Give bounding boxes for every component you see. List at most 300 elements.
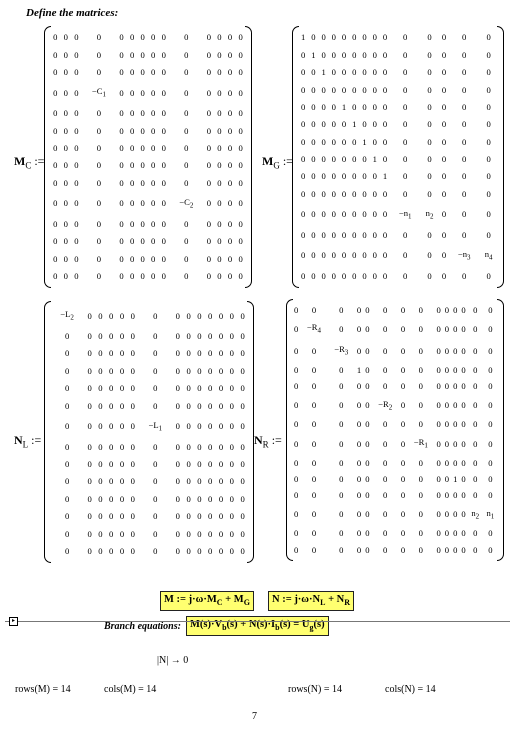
- matrix-cell: 0: [227, 108, 233, 119]
- matrix-cell: 0: [153, 511, 158, 522]
- matrix-cell: 0: [300, 229, 306, 240]
- matrix-cell: 0: [321, 229, 326, 240]
- matrix-cell: 0: [341, 49, 347, 60]
- matrix-cell: 0: [486, 101, 491, 112]
- matrix-cell: 1: [453, 473, 458, 484]
- matrix-cell: 0: [300, 250, 306, 261]
- matrix-cell: 0: [119, 67, 124, 78]
- section-heading: Define the matrices:: [26, 7, 119, 19]
- matrix-cell: 0: [63, 198, 68, 209]
- matrix-cell: 0: [140, 270, 145, 281]
- matrix-cell: 0: [64, 348, 70, 359]
- matrix-cell: $-R_1$: [413, 437, 428, 450]
- matrix-cell: 0: [184, 160, 189, 171]
- matrix-cell: 0: [98, 493, 103, 504]
- matrix-cell: 0: [186, 476, 191, 487]
- matrix-cell: 0: [119, 142, 124, 153]
- matrix-cell: 0: [311, 270, 316, 281]
- matrix-cell: 0: [206, 236, 212, 247]
- matrix-cell: 0: [436, 365, 441, 376]
- matrix-cell: $n_1$: [486, 507, 495, 521]
- matrix-cell: 0: [208, 331, 213, 342]
- matrix-cell: 0: [418, 509, 423, 520]
- matrix-cell: 0: [227, 67, 233, 78]
- matrix-cell: 1: [341, 101, 347, 112]
- matrix-cell: 0: [311, 188, 316, 199]
- matrix-cell: 0: [217, 125, 222, 136]
- matrix-cell: 0: [462, 67, 467, 78]
- matrix-cell: 0: [462, 171, 467, 182]
- cols-m-result: cols(M) = 14: [104, 684, 157, 695]
- matrix-cell: 0: [372, 188, 377, 199]
- branch-equation[interactable]: $M(s)\cdot V_b(s) + N(s)\cdot I_b(s) = U_g(s)$: [186, 616, 329, 636]
- matrix-cell: 0: [96, 108, 102, 119]
- matrix-cell: 0: [186, 310, 191, 321]
- matrix-cell: 0: [461, 365, 466, 376]
- matrix-cell: 0: [218, 441, 224, 452]
- matrix-row: [292, 542, 498, 558]
- matrix-cell: 0: [383, 528, 388, 539]
- matrix-cell: 0: [321, 171, 326, 182]
- matrix-cell: 0: [74, 160, 79, 171]
- matrix-cell: 0: [63, 67, 68, 78]
- matrix-cell: 0: [372, 270, 377, 281]
- matrix-cell: 0: [311, 136, 316, 147]
- matrix-cell: 0: [109, 348, 114, 359]
- matrix-cell: 0: [229, 528, 234, 539]
- matrix-cell: 0: [184, 253, 189, 264]
- matrix-cell: 0: [403, 188, 408, 199]
- matrix-cell: 0: [294, 457, 299, 468]
- matrix-cell: 0: [294, 400, 299, 411]
- matrix-cell: 0: [218, 400, 224, 411]
- matrix-cell: 1: [356, 365, 362, 376]
- matrix-cell: 0: [238, 32, 243, 43]
- matrix-cell: 0: [119, 400, 125, 411]
- matrix-cell: 0: [362, 171, 367, 182]
- matrix-cell: 0: [227, 253, 233, 264]
- matrix-cell: 0: [64, 476, 70, 487]
- matrix-cell: 0: [436, 438, 441, 449]
- matrix-cell: 0: [227, 87, 233, 98]
- matrix-cell: 0: [311, 381, 317, 392]
- matrix-cell: 1: [362, 136, 367, 147]
- matrix-row: [50, 304, 248, 328]
- matrix-cell: 0: [98, 331, 103, 342]
- matrix-cell: 0: [186, 383, 191, 394]
- matrix-cell: 0: [217, 253, 222, 264]
- matrix-cell: 0: [87, 400, 92, 411]
- matrix-cell: 0: [130, 459, 135, 470]
- matrix-cell: 0: [418, 544, 423, 555]
- matrix-cell: 0: [109, 476, 114, 487]
- matrix-cell: 0: [197, 331, 202, 342]
- branch-label: Branch equations:: [104, 621, 181, 632]
- matrix-cell: 0: [383, 381, 388, 392]
- matrix-cell: 0: [383, 509, 388, 520]
- matrix-cell: 0: [372, 84, 377, 95]
- matrix-cell: 0: [184, 177, 189, 188]
- matrix-cell: 0: [488, 528, 493, 539]
- matrix-cell: 0: [444, 528, 450, 539]
- matrix-cell: 0: [217, 236, 222, 247]
- matrix-cell: 1: [321, 67, 326, 78]
- matrix-cell: 0: [294, 473, 299, 484]
- matrix-cell: 0: [208, 493, 213, 504]
- matrix-cell: 0: [119, 493, 125, 504]
- matrix-cell: 0: [473, 381, 478, 392]
- matrix-cell: 0: [436, 528, 441, 539]
- matrix-cell: 0: [473, 544, 478, 555]
- n-definition[interactable]: N := $j\cdot\omega\cdot N_L + N_R$: [268, 591, 354, 611]
- matrix-cell: 0: [486, 32, 491, 43]
- matrix-cell: 0: [321, 270, 326, 281]
- matrix-cell: 0: [444, 490, 450, 501]
- matrix-cell: 0: [96, 49, 102, 60]
- matrix-cell: 0: [444, 304, 450, 315]
- matrix-cell: 0: [240, 383, 245, 394]
- matrix-row: [50, 29, 246, 46]
- matrix-cell: 0: [151, 108, 156, 119]
- matrix-cell: 0: [96, 218, 102, 229]
- matrix-cell: 0: [87, 310, 92, 321]
- matrix-cell: 0: [109, 331, 114, 342]
- matrix-cell: 0: [197, 511, 202, 522]
- matrix-cell: 0: [186, 365, 191, 376]
- matrix-row: [50, 174, 246, 191]
- matrix-cell: 0: [197, 348, 202, 359]
- matrix-cell: 0: [161, 49, 166, 60]
- matrix-cell: 0: [341, 270, 347, 281]
- matrix-row: [50, 215, 246, 232]
- matrix-cell: 0: [356, 490, 362, 501]
- matrix-cell: 0: [365, 419, 370, 430]
- matrix-row: [292, 340, 498, 362]
- matrix-cell: $-L_1$: [148, 419, 163, 433]
- matrix-cell: 0: [382, 32, 388, 43]
- matrix-cell: 0: [197, 441, 202, 452]
- matrix-row: [298, 81, 498, 98]
- matrix-cell: 0: [240, 421, 245, 432]
- matrix-cell: 0: [140, 49, 145, 60]
- matrix-cell: 0: [130, 383, 135, 394]
- region-marker-icon[interactable]: ▸: [9, 617, 18, 626]
- matrix-cell: 0: [444, 381, 450, 392]
- matrix-row: [298, 46, 498, 63]
- matrix-cell: 0: [400, 528, 406, 539]
- matrix-cell: 0: [119, 528, 125, 539]
- matrix-cell: 0: [229, 400, 234, 411]
- matrix-cell: 0: [462, 209, 467, 220]
- matrix-cell: 0: [473, 400, 478, 411]
- matrix-cell: 0: [218, 383, 224, 394]
- matrix-mc: [44, 26, 252, 288]
- matrix-row: [292, 487, 498, 503]
- matrix-cell: 0: [53, 270, 58, 281]
- matrix-row: [292, 471, 498, 487]
- matrix-cell: 0: [119, 236, 124, 247]
- matrix-row: [50, 438, 248, 455]
- matrix-cell: 0: [63, 218, 68, 229]
- matrix-cell: 0: [186, 331, 191, 342]
- matrix-cell: 0: [339, 438, 344, 449]
- matrix-cell: 0: [461, 473, 466, 484]
- matrix-cell: 0: [161, 177, 166, 188]
- matrix-cell: 0: [321, 101, 326, 112]
- matrix-cell: 0: [453, 400, 458, 411]
- matrix-row: [298, 99, 498, 116]
- matrix-cell: 0: [119, 198, 124, 209]
- matrix-row: [50, 157, 246, 174]
- matrix-cell: 0: [109, 310, 114, 321]
- matrix-cell: 0: [462, 32, 467, 43]
- matrix-nr: [286, 299, 504, 561]
- matrix-cell: 0: [229, 476, 234, 487]
- matrix-cell: 0: [365, 323, 370, 334]
- matrix-cell: 0: [383, 323, 388, 334]
- matrix-cell: 0: [238, 177, 243, 188]
- matrix-cell: 0: [63, 177, 68, 188]
- matrix-cell: 0: [175, 528, 180, 539]
- matrix-cell: 0: [473, 304, 478, 315]
- matrix-cell: 0: [129, 32, 135, 43]
- matrix-cell: 0: [444, 457, 450, 468]
- matrix-cell: 0: [53, 108, 58, 119]
- matrix-cell: 0: [186, 441, 191, 452]
- matrix-cell: 0: [441, 154, 447, 165]
- matrix-cell: 0: [151, 160, 156, 171]
- matrix-cell: 0: [208, 528, 213, 539]
- matrix-cell: 0: [453, 457, 458, 468]
- matrix-cell: 0: [462, 270, 467, 281]
- matrix-cell: 0: [356, 345, 362, 356]
- matrix-cell: 0: [151, 177, 156, 188]
- matrix-row: [50, 46, 246, 63]
- matrix-cell: 0: [311, 438, 317, 449]
- matrix-cell: 0: [98, 365, 103, 376]
- region-divider: [5, 621, 510, 622]
- matrix-cell: 0: [418, 345, 423, 356]
- matrix-cell: 0: [208, 545, 213, 556]
- matrix-cell: 1: [382, 171, 388, 182]
- matrix-cell: 0: [161, 67, 166, 78]
- matrix-cell: 0: [362, 101, 367, 112]
- matrix-cell: 0: [352, 136, 357, 147]
- rows-m-result: rows(M) = 14: [15, 684, 71, 695]
- matrix-cell: 0: [96, 177, 102, 188]
- matrix-cell: 0: [436, 323, 441, 334]
- matrix-cell: 0: [119, 545, 125, 556]
- matrix-cell: 0: [153, 365, 158, 376]
- matrix-cell: 0: [208, 476, 213, 487]
- matrix-cell: 0: [217, 108, 222, 119]
- matrix-cell: 0: [382, 136, 388, 147]
- matrix-cell: 0: [331, 154, 336, 165]
- matrix-cell: 0: [362, 67, 367, 78]
- matrix-cell: 0: [352, 49, 357, 60]
- matrix-cell: 0: [427, 136, 432, 147]
- matrix-cell: 0: [129, 236, 135, 247]
- matrix-cell: 0: [418, 365, 423, 376]
- matrix-cell: 0: [462, 84, 467, 95]
- matrix-cell: 0: [184, 270, 189, 281]
- matrix-cell: 0: [130, 441, 135, 452]
- matrix-cell: 0: [441, 270, 447, 281]
- matrix-cell: 0: [206, 87, 212, 98]
- matrix-cell: 0: [119, 421, 125, 432]
- matrix-cell: 0: [217, 32, 222, 43]
- matrix-cell: 0: [300, 270, 306, 281]
- matrix-cell: 0: [311, 528, 317, 539]
- matrix-cell: 0: [64, 528, 70, 539]
- matrix-cell: 0: [151, 87, 156, 98]
- matrix-cell: 0: [227, 142, 233, 153]
- matrix-cell: 0: [403, 171, 408, 182]
- matrix-cell: 0: [311, 473, 317, 484]
- matrix-cell: 0: [87, 459, 92, 470]
- matrix-cell: 0: [217, 218, 222, 229]
- matrix-cell: 0: [53, 87, 58, 98]
- matrix-cell: 0: [119, 87, 124, 98]
- matrix-cell: 0: [331, 171, 336, 182]
- matrix-cell: 0: [153, 310, 158, 321]
- matrix-cell: 0: [372, 49, 377, 60]
- matrix-cell: 0: [362, 270, 367, 281]
- matrix-row: [50, 328, 248, 345]
- matrix-cell: 0: [427, 250, 432, 261]
- matrix-cell: 0: [140, 108, 145, 119]
- matrix-cell: 0: [153, 348, 158, 359]
- matrix-cell: 0: [186, 528, 191, 539]
- matrix-cell: 0: [486, 229, 491, 240]
- matrix-cell: 0: [227, 236, 233, 247]
- matrix-cell: 0: [197, 421, 202, 432]
- matrix-cell: 0: [311, 345, 317, 356]
- matrix-cell: 0: [383, 457, 388, 468]
- matrix-row: [292, 302, 498, 318]
- matrix-cell: 0: [400, 365, 406, 376]
- matrix-cell: 0: [87, 511, 92, 522]
- matrix-cell: 0: [129, 253, 135, 264]
- matrix-cell: 0: [227, 198, 233, 209]
- matrix-cell: 0: [352, 270, 357, 281]
- matrix-cell: 0: [341, 250, 347, 261]
- matrix-cell: 0: [119, 125, 124, 136]
- matrix-cell: 0: [356, 473, 362, 484]
- matrix-cell: 0: [130, 331, 135, 342]
- matrix-cell: 0: [473, 457, 478, 468]
- matrix-cell: 0: [53, 253, 58, 264]
- matrix-cell: 0: [140, 142, 145, 153]
- matrix-cell: 0: [488, 365, 493, 376]
- matrix-cell: 0: [218, 459, 224, 470]
- matrix-cell: 0: [382, 270, 388, 281]
- matrix-cell: $n_4$: [484, 248, 493, 262]
- matrix-cell: 0: [436, 400, 441, 411]
- matrix-cell: 0: [151, 270, 156, 281]
- matrix-cell: 0: [341, 119, 347, 130]
- matrix-cell: 0: [227, 270, 233, 281]
- matrix-cell: 0: [74, 270, 79, 281]
- matrix-cell: 0: [321, 188, 326, 199]
- matrix-cell: 0: [53, 49, 58, 60]
- matrix-cell: 0: [229, 493, 234, 504]
- matrix-cell: 0: [208, 400, 213, 411]
- matrix-cell: 0: [341, 188, 347, 199]
- matrix-row: [298, 133, 498, 150]
- matrix-cell: 0: [208, 421, 213, 432]
- matrix-cell: 0: [175, 365, 180, 376]
- matrix-cell: 0: [365, 528, 370, 539]
- matrix-cell: 0: [130, 365, 135, 376]
- matrix-cell: 0: [153, 383, 158, 394]
- matrix-cell: 0: [206, 67, 212, 78]
- label-mg: $M_G$ :=: [262, 154, 293, 171]
- matrix-cell: 0: [240, 528, 245, 539]
- matrix-cell: 0: [238, 87, 243, 98]
- matrix-cell: 0: [436, 473, 441, 484]
- matrix-row: [50, 122, 246, 139]
- matrix-cell: 0: [206, 142, 212, 153]
- matrix-cell: 0: [98, 310, 103, 321]
- matrix-cell: 0: [208, 310, 213, 321]
- matrix-row: [298, 185, 498, 202]
- matrix-cell: 0: [356, 323, 362, 334]
- matrix-cell: 0: [240, 400, 245, 411]
- matrix-row: [292, 417, 498, 433]
- matrix-cell: 0: [365, 304, 370, 315]
- matrix-cell: 0: [208, 511, 213, 522]
- matrix-row: [50, 508, 248, 525]
- matrix-cell: 0: [217, 87, 222, 98]
- m-definition[interactable]: M := $j\cdot\omega\cdot M_C + M_G$: [160, 591, 254, 611]
- matrix-cell: 0: [372, 250, 377, 261]
- matrix-row: [292, 318, 498, 340]
- matrix-cell: 0: [238, 67, 243, 78]
- matrix-cell: 0: [444, 419, 450, 430]
- matrix-cell: 0: [462, 136, 467, 147]
- matrix-cell: 0: [197, 545, 202, 556]
- matrix-cell: 0: [331, 49, 336, 60]
- matrix-cell: 0: [488, 304, 493, 315]
- matrix-cell: 0: [153, 331, 158, 342]
- matrix-cell: 0: [129, 198, 135, 209]
- matrix-cell: 0: [129, 67, 135, 78]
- matrix-row: [292, 503, 498, 525]
- matrix-cell: 0: [63, 142, 68, 153]
- matrix-cell: 0: [140, 198, 145, 209]
- matrix-cell: 0: [197, 365, 202, 376]
- matrix-cell: 0: [206, 270, 212, 281]
- matrix-cell: 0: [311, 509, 317, 520]
- matrix-cell: 0: [382, 209, 388, 220]
- matrix-cell: 0: [161, 32, 166, 43]
- matrix-cell: 0: [441, 32, 447, 43]
- matrix-cell: 0: [400, 438, 406, 449]
- matrix-cell: 0: [140, 218, 145, 229]
- matrix-cell: 0: [331, 84, 336, 95]
- matrix-cell: 0: [436, 490, 441, 501]
- matrix-cell: 0: [403, 119, 408, 130]
- matrix-nl: [44, 301, 254, 563]
- matrix-cell: 0: [441, 136, 447, 147]
- matrix-cell: 0: [218, 348, 224, 359]
- matrix-cell: 0: [129, 142, 135, 153]
- matrix-cell: 0: [331, 188, 336, 199]
- matrix-cell: 0: [197, 459, 202, 470]
- matrix-cell: 0: [130, 493, 135, 504]
- matrix-row: [50, 192, 246, 216]
